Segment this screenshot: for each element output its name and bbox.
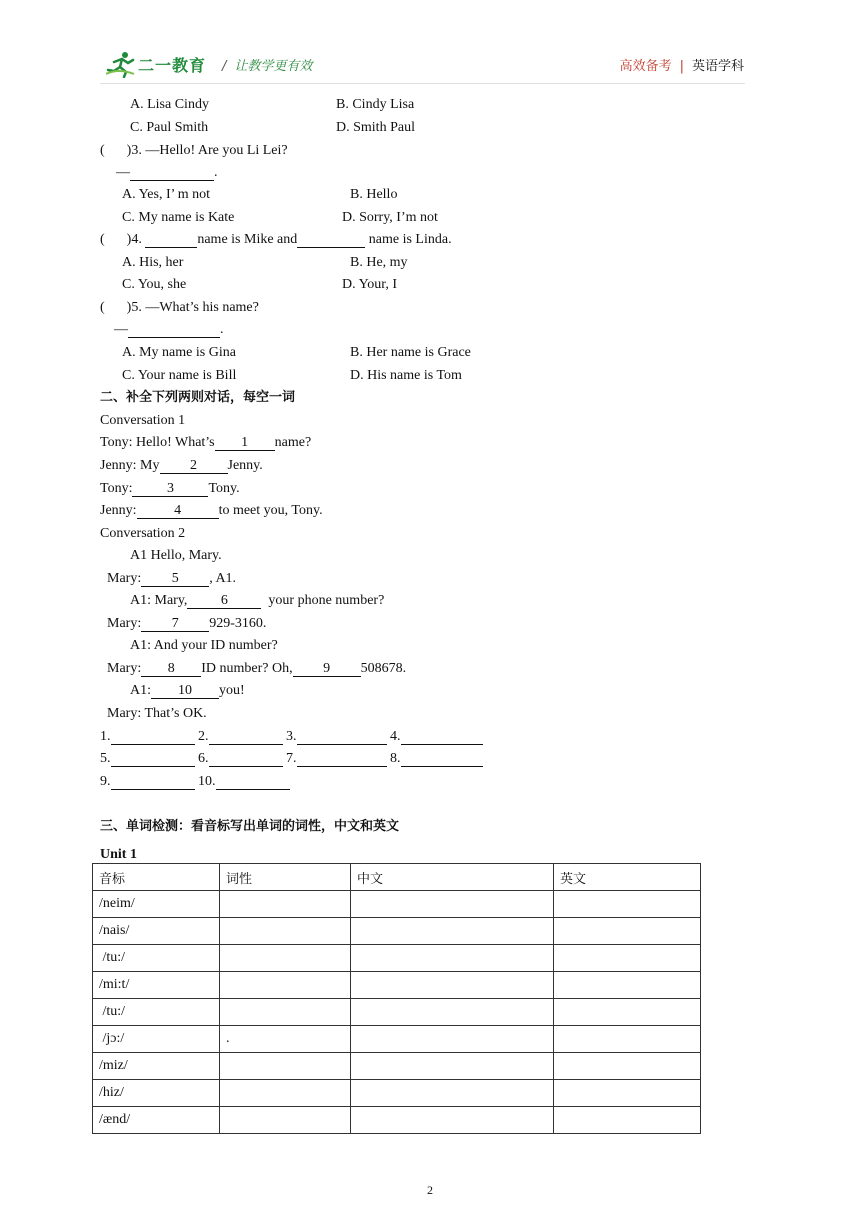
chinese-cell[interactable] <box>351 945 554 972</box>
q5-option-a: A. My name is Gina <box>122 345 236 360</box>
header-divider <box>100 83 745 84</box>
conv2-line-7 <box>130 682 245 700</box>
table-row <box>93 918 701 945</box>
page-header <box>0 0 860 90</box>
q3-paren: ( <box>100 143 105 158</box>
phonetic-cell: /miz/ <box>93 1053 220 1080</box>
header-subject <box>620 55 744 74</box>
conv2-line-3-end: your phone number? <box>261 593 385 608</box>
part-of-speech-cell[interactable] <box>220 1053 351 1080</box>
phonetic-cell: /jɔ:/ <box>93 1026 220 1053</box>
blank-8[interactable]: 8 <box>141 661 201 677</box>
q5-option-b: B. Her name is Grace <box>350 345 471 360</box>
answer-blank-2[interactable] <box>209 729 283 745</box>
runner-logo-icon <box>106 50 136 78</box>
q3-answer-dash: — <box>116 165 130 180</box>
table-row <box>93 1080 701 1107</box>
chinese-cell[interactable] <box>351 1107 554 1134</box>
conv2-line-4-text: Mary: <box>107 616 142 631</box>
conv2-line-2 <box>107 570 236 588</box>
conv1-line-4-text: Jenny: <box>100 503 137 518</box>
conv1-line-4-end: to meet you, Tony. <box>218 503 323 518</box>
phonetic-cell: /tu:/ <box>93 945 220 972</box>
answer-label-6: 6. <box>198 751 209 766</box>
answer-row-2 <box>100 750 483 768</box>
header-tagline: 高效备考 <box>619 59 672 74</box>
english-cell[interactable] <box>554 1080 701 1107</box>
chinese-cell[interactable] <box>351 891 554 918</box>
conv1-line-1-end: name? <box>274 435 312 450</box>
blank-6[interactable]: 6 <box>187 593 261 609</box>
q4-stem <box>100 231 452 249</box>
q3-option-b: B. Hello <box>350 187 398 202</box>
column-header-english: 英文 <box>554 864 701 891</box>
part-of-speech-cell[interactable] <box>220 999 351 1026</box>
q3-answer-line <box>116 164 218 182</box>
q5-option-d: D. His name is Tom <box>350 368 462 383</box>
q4-blank-2[interactable] <box>297 232 365 248</box>
conv2-line-6-end: 508678. <box>360 661 407 676</box>
answer-blank-8[interactable] <box>401 751 483 767</box>
answer-blank-9[interactable] <box>111 774 195 790</box>
slogan-text: 让教学更有效 <box>234 59 313 74</box>
slogan <box>222 55 312 74</box>
conversation1-title: Conversation 1 <box>100 413 186 428</box>
q5-paren: ( <box>100 300 105 315</box>
q4-option-b: B. He, my <box>350 255 408 270</box>
q3-text: )3. —Hello! Are you Li Lei? <box>126 143 288 158</box>
conv2-line-6-mid: ID number? Oh, <box>201 661 293 676</box>
q3-option-a: A. Yes, I’ m not <box>122 187 211 202</box>
unit-label: Unit 1 <box>100 847 137 862</box>
chinese-cell[interactable] <box>351 1080 554 1107</box>
part-of-speech-cell[interactable] <box>220 1107 351 1134</box>
blank-10[interactable]: 10 <box>151 683 219 699</box>
q4-blank-1[interactable] <box>145 232 197 248</box>
q3-answer-blank-line[interactable] <box>130 165 214 181</box>
part-of-speech-cell[interactable] <box>220 1080 351 1107</box>
slogan-slash: / <box>222 59 227 74</box>
column-header-phonetic: 音标 <box>93 864 220 891</box>
chinese-cell[interactable] <box>351 918 554 945</box>
conv2-line-6 <box>107 660 406 678</box>
blank-4[interactable]: 4 <box>137 503 219 519</box>
q4-text-end: name is Linda. <box>365 232 452 247</box>
table-row <box>93 972 701 999</box>
english-cell[interactable] <box>554 918 701 945</box>
q4-option-a: A. His, her <box>122 255 184 270</box>
q5-answer-line <box>114 321 224 339</box>
chinese-cell[interactable] <box>351 1026 554 1053</box>
conv2-line-3-text: A1: Mary, <box>130 593 188 608</box>
answer-row-1 <box>100 728 483 746</box>
answer-blank-7[interactable] <box>297 751 387 767</box>
section2-heading: 二、补全下列两则对话，每空一词 <box>100 390 296 405</box>
chinese-cell[interactable] <box>351 1053 554 1080</box>
conv2-line-4 <box>107 615 266 633</box>
conv1-line-3 <box>100 480 240 498</box>
answer-label-9: 9. <box>100 774 111 789</box>
blank-9[interactable]: 9 <box>293 661 361 677</box>
table-row <box>93 1026 701 1053</box>
q3-option-c: C. My name is Kate <box>122 210 235 225</box>
q5-text: )5. —What’s his name? <box>126 300 259 315</box>
answer-blank-6[interactable] <box>209 751 283 767</box>
q2-option-d: D. Smith Paul <box>336 120 415 135</box>
q2-option-a: A. Lisa Cindy <box>130 97 209 112</box>
q2-option-b: B. Cindy Lisa <box>336 97 415 112</box>
part-of-speech-cell[interactable] <box>220 945 351 972</box>
q2-option-c: C. Paul Smith <box>130 120 209 135</box>
conversation2-title: Conversation 2 <box>100 526 186 541</box>
answer-blank-3[interactable] <box>297 729 387 745</box>
conv1-line-3-end: Tony. <box>208 481 240 496</box>
table-row <box>93 999 701 1026</box>
answer-blank-5[interactable] <box>111 751 195 767</box>
blank-5[interactable]: 5 <box>141 571 209 587</box>
conv1-line-2 <box>100 457 263 475</box>
phonetic-cell: /hiz/ <box>93 1080 220 1107</box>
answer-label-10: 10. <box>198 774 216 789</box>
q5-answer-end: . <box>220 322 224 337</box>
q3-answer-end: . <box>214 165 218 180</box>
phonetic-cell: /neim/ <box>93 891 220 918</box>
q3-stem <box>100 142 288 160</box>
conv2-line-6-text: Mary: <box>107 661 142 676</box>
conv1-line-1-text: Tony: Hello! What’s <box>100 435 215 450</box>
answer-blank-4[interactable] <box>401 729 483 745</box>
table-row <box>93 1053 701 1080</box>
answer-label-7: 7. <box>286 751 297 766</box>
english-cell[interactable] <box>554 1026 701 1053</box>
q5-answer-dash: — <box>114 322 128 337</box>
part-of-speech-cell[interactable] <box>220 972 351 999</box>
english-cell[interactable] <box>554 1107 701 1134</box>
chinese-cell[interactable] <box>351 972 554 999</box>
q4-paren: ( <box>100 232 105 247</box>
blank-2[interactable]: 2 <box>160 458 228 474</box>
blank-7[interactable]: 7 <box>141 616 209 632</box>
q5-answer-blank-line[interactable] <box>128 322 220 338</box>
table-row <box>93 891 701 918</box>
english-cell[interactable] <box>554 1053 701 1080</box>
vocab-table-body <box>93 864 701 1134</box>
blank-3[interactable]: 3 <box>132 481 208 497</box>
phonetic-cell: /ænd/ <box>93 1107 220 1134</box>
answer-label-4: 4. <box>390 729 401 744</box>
conv1-line-4 <box>100 502 323 520</box>
q4-option-d: D. Your, I <box>342 277 398 292</box>
answer-blank-1[interactable] <box>111 729 195 745</box>
conv2-line-7-end: you! <box>219 683 245 698</box>
conv2-line-2-text: Mary: <box>107 571 142 586</box>
conv2-line-8: Mary: That’s OK. <box>107 706 207 721</box>
conv2-line-5: A1: And your ID number? <box>130 638 278 653</box>
q4-option-c: C. You, she <box>122 277 187 292</box>
q5-stem <box>100 299 259 317</box>
conv1-line-2-text: Jenny: My <box>100 458 160 473</box>
english-cell[interactable] <box>554 891 701 918</box>
answer-label-8: 8. <box>390 751 401 766</box>
part-of-speech-cell[interactable] <box>220 891 351 918</box>
table-header-row <box>93 864 701 891</box>
conv2-line-7-text: A1: <box>130 683 151 698</box>
answer-label-1: 1. <box>100 729 111 744</box>
header-separator: | <box>679 59 684 74</box>
english-cell[interactable] <box>554 999 701 1026</box>
column-header-chinese: 中文 <box>351 864 554 891</box>
phonetic-cell: /nais/ <box>93 918 220 945</box>
logo <box>106 50 206 78</box>
column-header-part-of-speech: 词性 <box>220 864 351 891</box>
q5-option-c: C. Your name is Bill <box>122 368 237 383</box>
part-of-speech-cell[interactable]: . <box>220 1026 351 1053</box>
answer-label-3: 3. <box>286 729 297 744</box>
vocab-table <box>92 863 701 1134</box>
conv1-line-3-text: Tony: <box>100 481 133 496</box>
phonetic-cell: /mi:t/ <box>93 972 220 999</box>
header-subject-label: 英语学科 <box>691 59 744 74</box>
phonetic-cell: /tu:/ <box>93 999 220 1026</box>
conv1-line-2-end: Jenny. <box>227 458 263 473</box>
table-row <box>93 1107 701 1134</box>
conv1-line-1 <box>100 434 311 452</box>
blank-1[interactable]: 1 <box>215 435 275 451</box>
conv2-line-4-end: 929-3160. <box>209 616 267 631</box>
logo-text: 二一教育 <box>138 55 207 75</box>
part-of-speech-cell[interactable] <box>220 918 351 945</box>
table-row <box>93 945 701 972</box>
conv2-line-1: A1 Hello, Mary. <box>130 548 222 563</box>
q3-option-d: D. Sorry, I’m not <box>342 210 438 225</box>
chinese-cell[interactable] <box>351 999 554 1026</box>
english-cell[interactable] <box>554 945 701 972</box>
answer-row-3 <box>100 773 290 791</box>
english-cell[interactable] <box>554 972 701 999</box>
answer-blank-10[interactable] <box>216 774 290 790</box>
q4-text-start: )4. <box>126 232 146 247</box>
q4-text-mid: name is Mike and <box>197 232 298 247</box>
section3-heading: 三、单词检测：看音标写出单词的词性，中文和英文 <box>100 819 400 834</box>
page-number: 2 <box>427 1183 433 1197</box>
conv2-line-2-end: , A1. <box>209 571 237 586</box>
answer-label-5: 5. <box>100 751 111 766</box>
answer-label-2: 2. <box>198 729 209 744</box>
conv2-line-3 <box>130 592 384 610</box>
